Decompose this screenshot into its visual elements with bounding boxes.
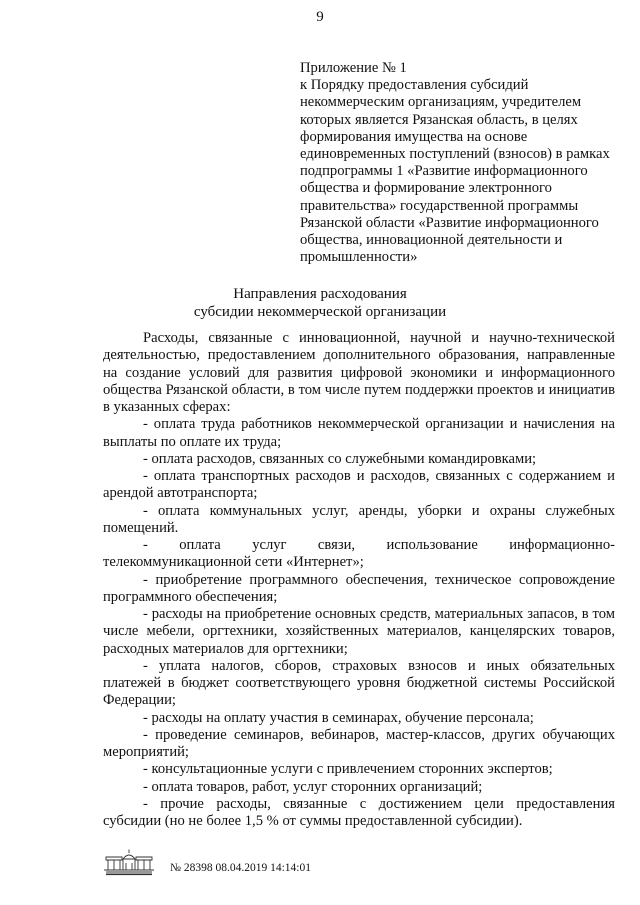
list-item: - прочие расходы, связанные с достижением цели предоставления субсидии (но не более 1,5 % от суммы предоставленной субсидии).	[103, 795, 615, 829]
heading-line-2: субсидии некоммерческой организации	[193, 303, 447, 320]
list-item: - оплата транспортных расходов и расходов, связанных с содержанием и арендой автотранспорта;	[103, 468, 615, 502]
list-item: - приобретение программного обеспечения, техническое сопровождение программного обеспечения;	[103, 571, 615, 605]
list-item: - оплата труда работников некоммерческой организации и начисления на выплаты по оплате их труда;	[103, 416, 615, 450]
heading-line-1: Направления расходования	[233, 286, 407, 302]
section-heading	[0, 286, 640, 321]
page-number: 9	[316, 9, 324, 25]
list-item: - расходы на приобретение основных средств, материальных запасов, в том числе мебели, оргтехники, хозяйственных материалов, канцелярских товаров, расходных материалов для оргтехники;	[103, 606, 615, 657]
appendix-body: к Порядку предоставления субсидий некоммерческим организациям, учредителем которых является Рязанская область, в целях формирования имущества на основе единовременных поступлений (взносов) в рамках подпрограммы 1 «Развитие информационного общества и формирование электронного правительства» государственной программы Рязанской области «Развитие информационного общества, инновационной деятельности и промышленности»	[300, 77, 610, 266]
government-building-logo	[100, 848, 158, 876]
appendix-block	[300, 60, 616, 266]
registration-stamp: № 28398 08.04.2019 14:14:01	[170, 862, 311, 874]
list-item: - оплата расходов, связанных со служебными командировками;	[143, 450, 537, 467]
intro-paragraph: Расходы, связанные с инновационной, научной и научно-технической деятельностью, предоставлением дополнительного образования, направленные на создание условий для развития цифровой экономики и информационного общества Рязанской области, в том числе путем поддержки проектов и инициатив в указанных сферах:	[103, 330, 615, 415]
list-item: - уплата налогов, сборов, страховых взносов и иных обязательных платежей в бюджет соответствующего уровня бюджетной системы Российской Федерации;	[103, 657, 615, 709]
list-item: - консультационные услуги с привлечением сторонних экспертов;	[143, 761, 553, 778]
list-item: - оплата услуг связи, использование информационно-телекоммуникационной сети «Интернет»;	[103, 537, 615, 571]
appendix-title: Приложение № 1	[300, 60, 407, 76]
list-item: - оплата товаров, работ, услуг сторонних организаций;	[143, 778, 483, 795]
footer	[100, 848, 520, 878]
list-item: - расходы на оплату участия в семинарах, обучение персонала;	[143, 709, 534, 726]
list-item: - оплата коммунальных услуг, аренды, уборки и охраны служебных помещений.	[103, 502, 615, 536]
document-body	[103, 330, 615, 830]
list-item: - проведение семинаров, вебинаров, мастер-классов, других обучающих мероприятий;	[103, 726, 615, 760]
